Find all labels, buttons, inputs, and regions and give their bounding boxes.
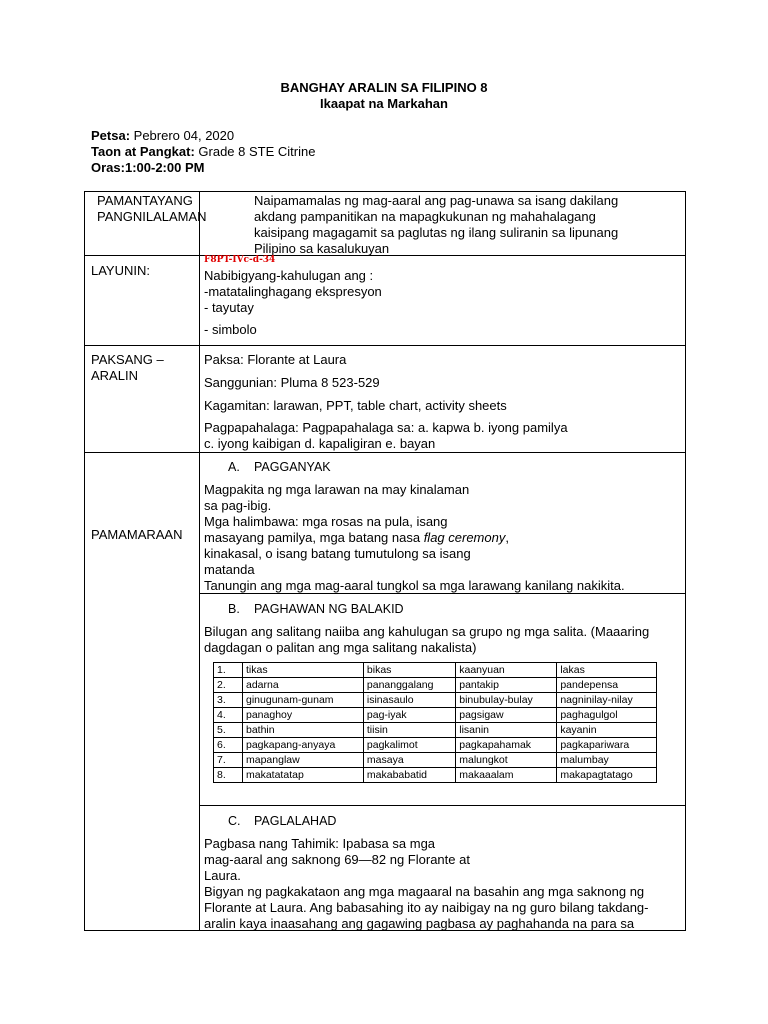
petsa-value: Pebrero 04, 2020 [130,128,235,143]
pagganyak-text: masayang pamilya, mga batang nasa [204,530,424,545]
word-cell: panaghoy [243,708,364,723]
pamantayan-line: Naipamamalas ng mag-aaral ang pag-unawa sa isang dakilang [254,193,619,208]
layunin-line: - simbolo [204,322,257,337]
word-cell: mapanglaw [243,753,364,768]
section-a-letter: A. [228,460,240,474]
paglalahad-line: Laura. [204,868,241,883]
document-title: BANGHAY ARALIN SA FILIPINO 8 [280,80,488,95]
section-a-title: PAGGANYAK [254,460,331,474]
row-number: 4. [214,708,243,723]
pamantayan-line: akdang pampanitikan na mapagkukunan ng mahahalagang [254,209,596,224]
row-number: 2. [214,678,243,693]
paglalahad-line: Florante at Laura. Ang babasahing ito ay naibigay na ng guro bilang takdang- [204,900,649,915]
meta-petsa [91,128,234,143]
subsection-divider [200,805,685,806]
pagganyak-line: kinakasal, o isang batang tumutulong sa isang [204,546,471,561]
table-row [214,678,657,693]
taon-value: Grade 8 STE Citrine [194,144,316,159]
section-b-heading [228,601,404,617]
pagpapahalaga-text: Pagpapahalaga: Pagpapahalaga sa: a. kapwa b. iyong pamilya [204,420,568,435]
pagganyak-line: matanda [204,562,255,577]
word-cell: adarna [243,678,364,693]
word-cell: pananggalang [363,678,455,693]
paglalahad-line: Pagbasa nang Tahimik: Ipabasa sa mga [204,836,436,851]
word-cell: kayanin [557,723,657,738]
vocabulary-table [213,662,657,783]
table-row [214,663,657,678]
word-cell: pagkapariwara [557,738,657,753]
vocabulary-table-body [214,663,657,783]
sanggunian-text: Sanggunian: Pluma 8 523-529 [204,375,380,390]
meta-taon [91,144,315,159]
word-cell: tiisin [363,723,455,738]
row-number: 3. [214,693,243,708]
pagganyak-italic-text: flag ceremony [423,530,506,545]
oras-label: Oras: [91,160,125,175]
competency-code: F8PT-IVc-d-34 [204,255,276,265]
word-cell: pag-iyak [363,708,455,723]
petsa-label: Petsa: [91,128,131,143]
section-b-letter: B. [228,602,240,616]
pagganyak-text: , [505,530,509,545]
row-number: 7. [214,753,243,768]
row-divider [85,345,685,346]
layunin-line: -matatalinghagang ekspresyon [204,284,382,299]
row-label-pamantayan-1: PAMANTAYANG [97,193,193,208]
word-cell: paghagulgol [557,708,657,723]
table-row [214,768,657,783]
word-cell: pagkalimot [363,738,455,753]
balakid-line: dagdagan o palitan ang mga salitang nakalista) [204,640,477,655]
table-row [214,708,657,723]
word-cell: makaaalam [456,768,557,783]
pagganyak-line: Tanungin ang mga mag-aaral tungkol sa mga larawang kanilang nakikita. [204,578,625,593]
word-cell: tikas [243,663,364,678]
word-cell: nagninilay-nilay [557,693,657,708]
oras-value: 1:00-2:00 PM [124,160,205,175]
word-cell: bikas [363,663,455,678]
pagganyak-line [204,530,509,546]
section-c-letter: C. [228,814,241,828]
paglalahad-line: aralin kaya inaasahang ang gagawing pagbasa ay paghahanda na para sa [204,916,635,931]
taon-label: Taon at Pangkat: [91,144,195,159]
paglalahad-line: Bigyan ng pagkakataon ang mga magaaral na basahin ang mga saknong ng [204,884,645,899]
pamantayan-line: Pilipino sa kasalukuyan [254,241,390,256]
word-cell: ginugunam-gunam [243,693,364,708]
word-cell: makapagtatago [557,768,657,783]
pagganyak-line: sa pag-ibig. [204,498,272,513]
kagamitan-text: Kagamitan: larawan, PPT, table chart, activity sheets [204,398,507,413]
row-number: 1. [214,663,243,678]
row-number: 6. [214,738,243,753]
table-row [214,753,657,768]
word-cell: masaya [363,753,455,768]
word-cell: isinasaulo [363,693,455,708]
meta-oras [91,160,204,175]
word-cell: lisanin [456,723,557,738]
word-cell: makababatid [363,768,455,783]
row-number: 8. [214,768,243,783]
row-label-layunin: LAYUNIN: [91,263,150,278]
word-cell: malungkot [456,753,557,768]
word-cell: kaanyuan [456,663,557,678]
word-cell: pagkapang-anyaya [243,738,364,753]
word-cell: pandepensa [557,678,657,693]
paksa-text: Paksa: Florante at Laura [204,352,347,367]
word-cell: pagkapahamak [456,738,557,753]
pagganyak-line: Magpakita ng mga larawan na may kinalaman [204,482,470,497]
pagganyak-line: Mga halimbawa: mga rosas na pula, isang [204,514,448,529]
word-cell: makatatatap [243,768,364,783]
section-c-title: PAGLALAHAD [254,814,337,828]
section-b-title: PAGHAWAN NG BALAKID [254,602,404,616]
pamantayan-line: kaisipang magagamit sa paglutas ng ilang suliranin sa lipunang [254,225,619,240]
layunin-line: Nabibigyang-kahulugan ang : [204,268,374,283]
row-label-pamantayan-2: PANGNILALAMAN [97,209,207,224]
word-cell: malumbay [557,753,657,768]
word-cell: bathin [243,723,364,738]
table-row [214,723,657,738]
table-row [214,693,657,708]
row-label-paksa-2: ARALIN [91,368,138,383]
word-cell: pantakip [456,678,557,693]
word-cell: pagsigaw [456,708,557,723]
column-divider [199,192,200,930]
document-subtitle: Ikaapat na Markahan [320,96,448,111]
word-cell: binubulay-bulay [456,693,557,708]
balakid-line: Bilugan ang salitang naiiba ang kahulugan sa grupo ng mga salita. (Maaaring [204,624,650,639]
pagpapahalaga-text: c. iyong kaibigan d. kapaligiran e. bayan [204,436,436,451]
section-a-heading [228,459,331,475]
paglalahad-line: mag-aaral ang saknong 69—82 ng Florante at [204,852,470,867]
row-number: 5. [214,723,243,738]
row-label-pamamaraan: PAMAMARAAN [91,527,183,542]
table-row [214,738,657,753]
word-cell: lakas [557,663,657,678]
layunin-line: - tayutay [204,300,254,315]
section-c-heading [228,813,336,829]
row-divider [85,452,685,453]
row-label-paksa-1: PAKSANG – [91,352,164,367]
